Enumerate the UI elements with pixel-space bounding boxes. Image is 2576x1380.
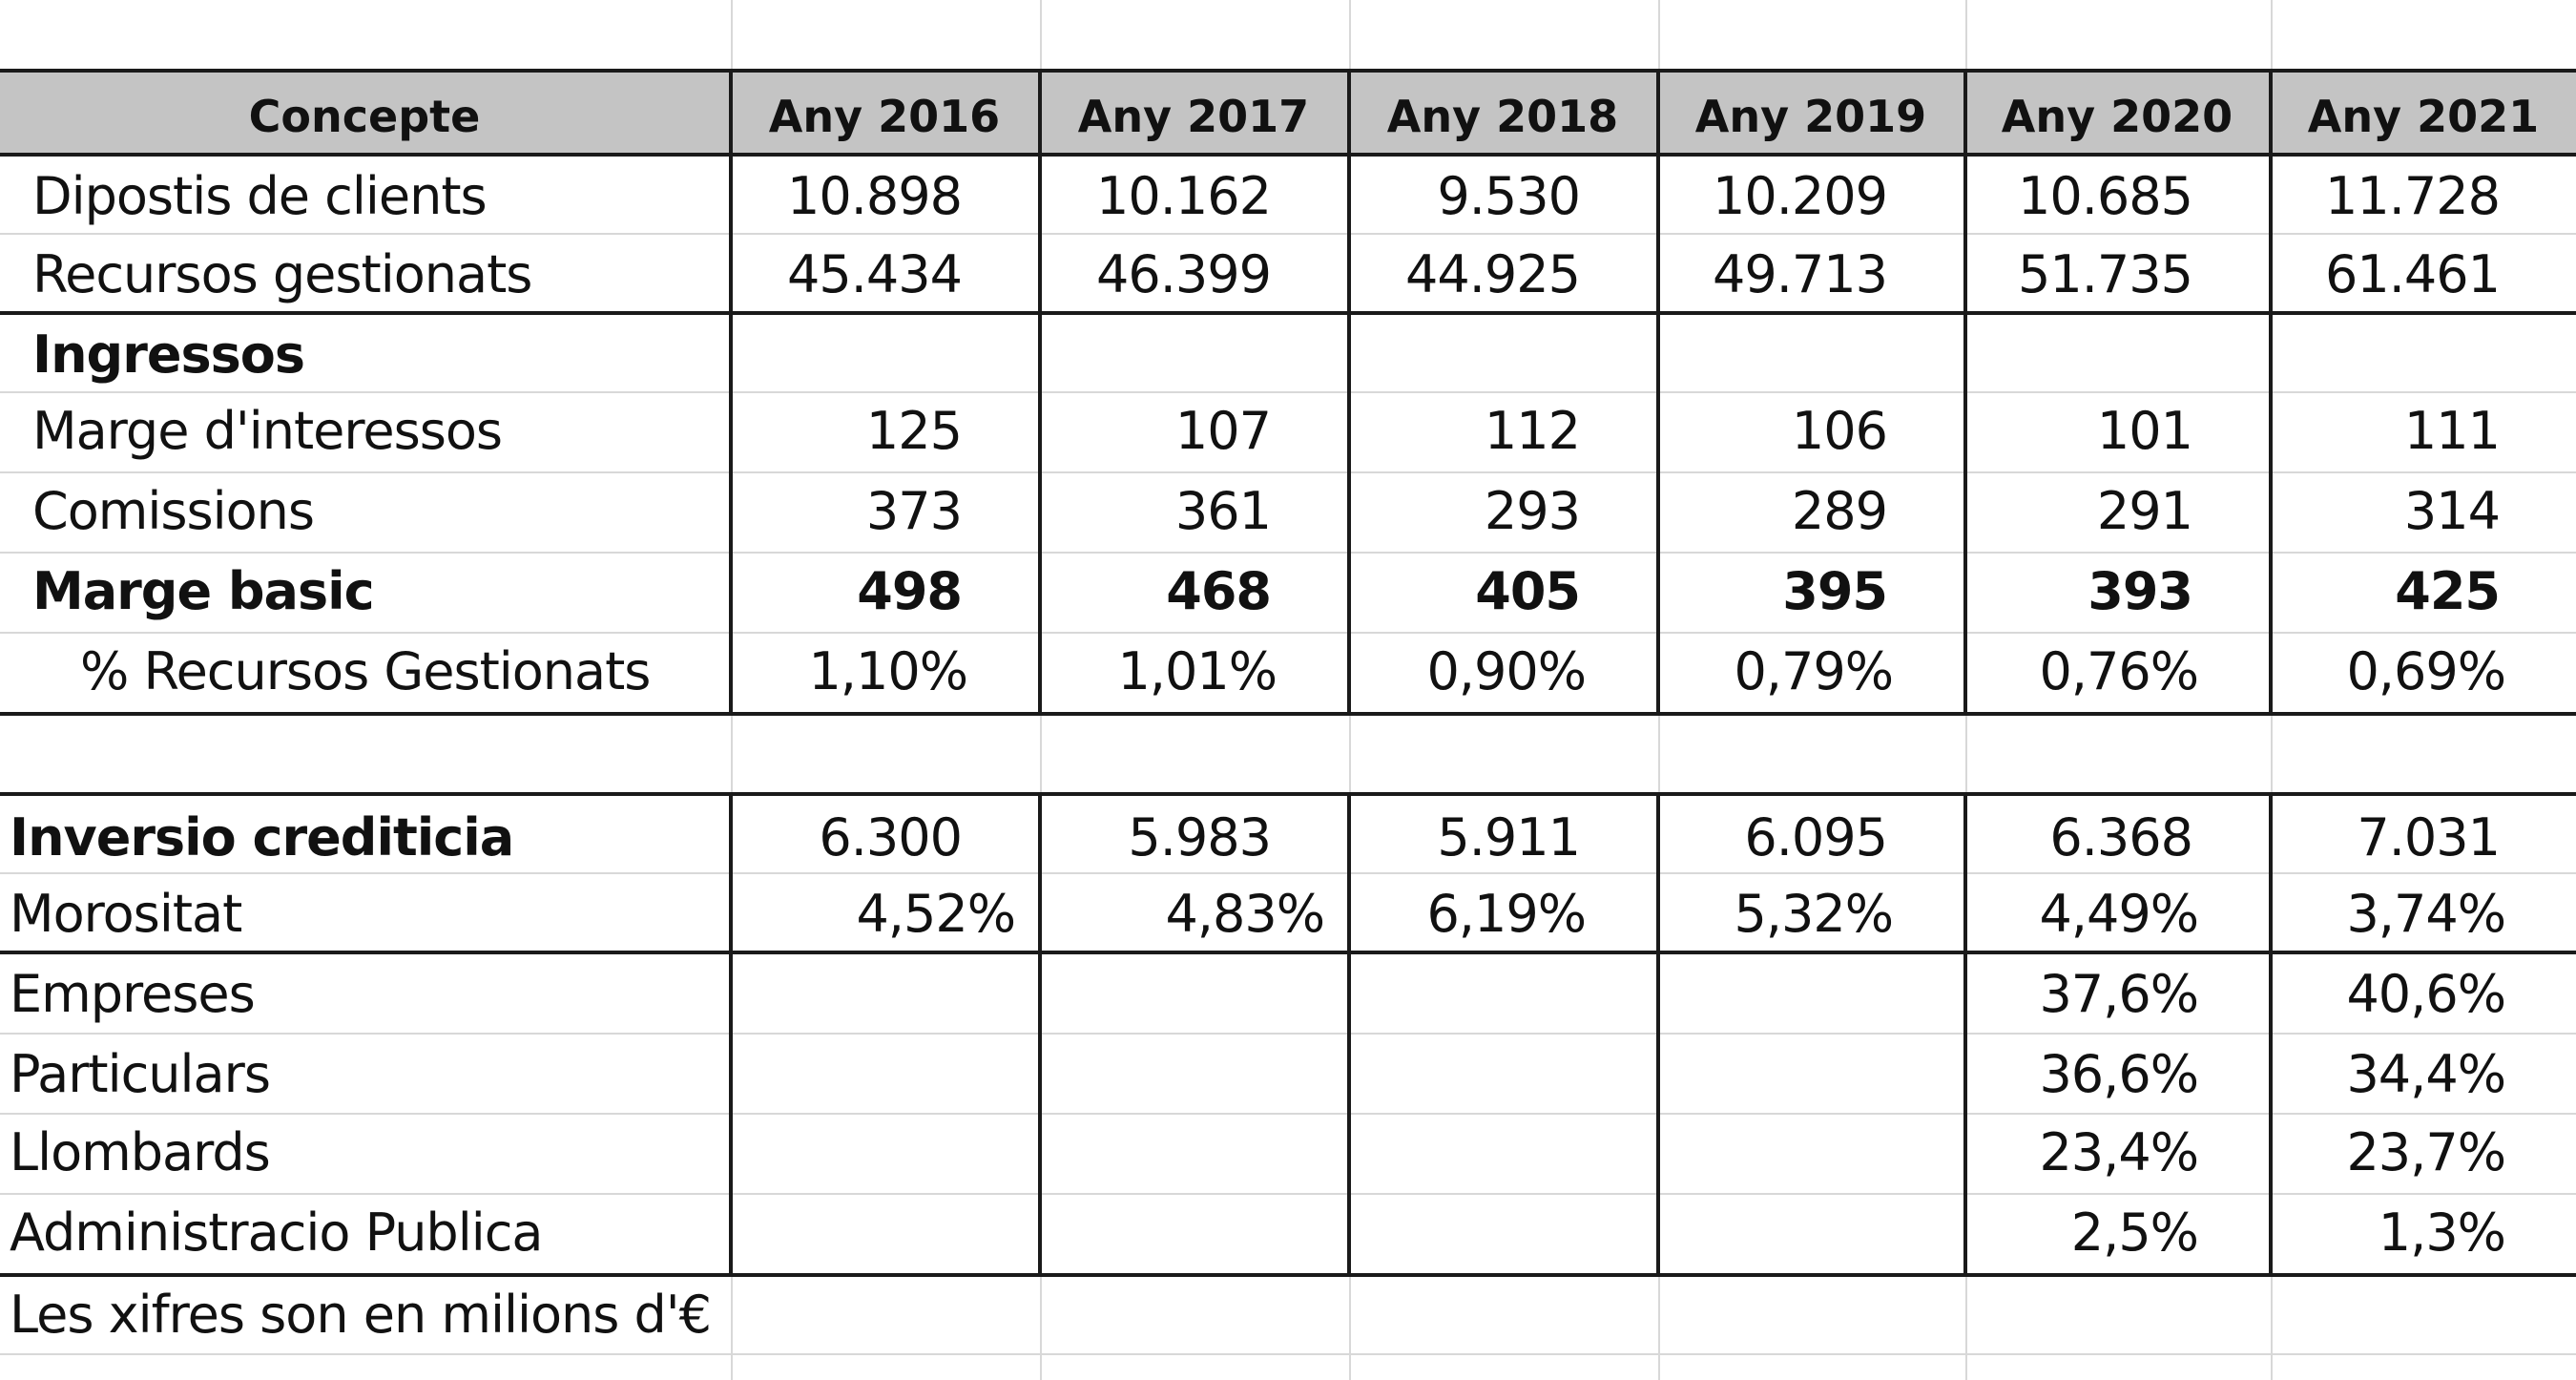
row-label: Marge basic bbox=[32, 561, 374, 621]
border-line bbox=[0, 69, 2576, 73]
table-cell: 6.368 bbox=[2049, 807, 2192, 868]
table-cell: 10.898 bbox=[787, 166, 962, 226]
table-cell: 46.399 bbox=[1096, 244, 1271, 304]
table-cell: 61.461 bbox=[2325, 244, 2500, 304]
border-line bbox=[0, 792, 2576, 796]
table-cell: 9.530 bbox=[1437, 166, 1580, 226]
table-cell: 3,74% bbox=[2346, 884, 2505, 944]
table-cell: 393 bbox=[2088, 561, 2192, 621]
row-label: Dipostis de clients bbox=[32, 166, 487, 226]
section-label: Ingressos bbox=[32, 324, 304, 385]
table-cell: 5.983 bbox=[1128, 807, 1271, 868]
row-label: % Recursos Gestionats bbox=[80, 641, 651, 701]
border-line bbox=[0, 712, 2576, 716]
table-cell: 49.713 bbox=[1713, 244, 1887, 304]
table-cell: 51.735 bbox=[2018, 244, 2192, 304]
table-cell: 11.728 bbox=[2325, 166, 2500, 226]
table-cell: 6.300 bbox=[819, 807, 962, 868]
table-cell: 101 bbox=[2096, 401, 2192, 461]
table-cell: 23,4% bbox=[2039, 1122, 2198, 1182]
table-cell: 1,01% bbox=[1117, 641, 1277, 701]
table-cell: 107 bbox=[1174, 401, 1271, 461]
table-cell: 10.685 bbox=[2018, 166, 2192, 226]
column-header: Any 2018 bbox=[1386, 91, 1619, 142]
table-cell: 0,79% bbox=[1734, 641, 1893, 701]
row-label: Llombards bbox=[10, 1122, 270, 1182]
row-label: Particulars bbox=[10, 1044, 270, 1104]
table-cell: 0,90% bbox=[1426, 641, 1586, 701]
table-cell: 5,32% bbox=[1734, 884, 1893, 944]
row-label: Comissions bbox=[32, 481, 315, 541]
column-header: Any 2017 bbox=[1077, 91, 1310, 142]
table-cell: 0,69% bbox=[2346, 641, 2505, 701]
table-cell: 34,4% bbox=[2346, 1044, 2505, 1104]
table-cell: 10.162 bbox=[1096, 166, 1271, 226]
table-cell: 293 bbox=[1484, 481, 1580, 541]
table-cell: 10.209 bbox=[1713, 166, 1887, 226]
table-cell: 112 bbox=[1484, 401, 1580, 461]
column-header: Any 2021 bbox=[2307, 91, 2540, 142]
table-cell: 0,76% bbox=[2039, 641, 2198, 701]
table-cell: 45.434 bbox=[787, 244, 962, 304]
table-cell: 125 bbox=[865, 401, 962, 461]
table-cell: 111 bbox=[2403, 401, 2500, 461]
table-cell: 4,49% bbox=[2039, 884, 2198, 944]
table-cell: 4,52% bbox=[856, 884, 1015, 944]
table-cell: 361 bbox=[1174, 481, 1271, 541]
table-cell: 7.031 bbox=[2357, 807, 2500, 868]
table-cell: 373 bbox=[865, 481, 962, 541]
column-header: Any 2016 bbox=[768, 91, 1001, 142]
table-cell: 291 bbox=[2096, 481, 2192, 541]
table-cell: 2,5% bbox=[2070, 1202, 2198, 1263]
row-label: Morositat bbox=[10, 884, 242, 944]
table-cell: 468 bbox=[1166, 561, 1271, 621]
table-cell: 425 bbox=[2395, 561, 2500, 621]
row-label: Administracio Publica bbox=[10, 1202, 543, 1263]
table-cell: 40,6% bbox=[2346, 964, 2505, 1024]
table-cell: 395 bbox=[1782, 561, 1887, 621]
row-label: Marge d'interessos bbox=[32, 401, 503, 461]
table-cell: 289 bbox=[1791, 481, 1887, 541]
row-label: Recursos gestionats bbox=[32, 244, 532, 304]
column-header: Concepte bbox=[248, 91, 481, 142]
table-cell: 5.911 bbox=[1437, 807, 1580, 868]
table-cell: 405 bbox=[1475, 561, 1580, 621]
table-cell: 498 bbox=[857, 561, 962, 621]
row-label: Inversio crediticia bbox=[10, 807, 514, 868]
column-header: Any 2020 bbox=[2001, 91, 2233, 142]
table-cell: 23,7% bbox=[2346, 1122, 2505, 1182]
table-cell: 37,6% bbox=[2039, 964, 2198, 1024]
table-cell: 4,83% bbox=[1165, 884, 1324, 944]
table-cell: 1,3% bbox=[2378, 1202, 2505, 1263]
table-cell: 106 bbox=[1791, 401, 1887, 461]
table-cell: 36,6% bbox=[2039, 1044, 2198, 1104]
table-cell: 6,19% bbox=[1426, 884, 1586, 944]
row-label: Empreses bbox=[10, 964, 255, 1024]
footnote: Les xifres son en milions d'€ bbox=[10, 1285, 711, 1345]
table-cell: 44.925 bbox=[1405, 244, 1580, 304]
table-cell: 314 bbox=[2403, 481, 2500, 541]
column-header: Any 2019 bbox=[1694, 91, 1927, 142]
table-cell: 1,10% bbox=[808, 641, 967, 701]
table-cell: 6.095 bbox=[1744, 807, 1887, 868]
